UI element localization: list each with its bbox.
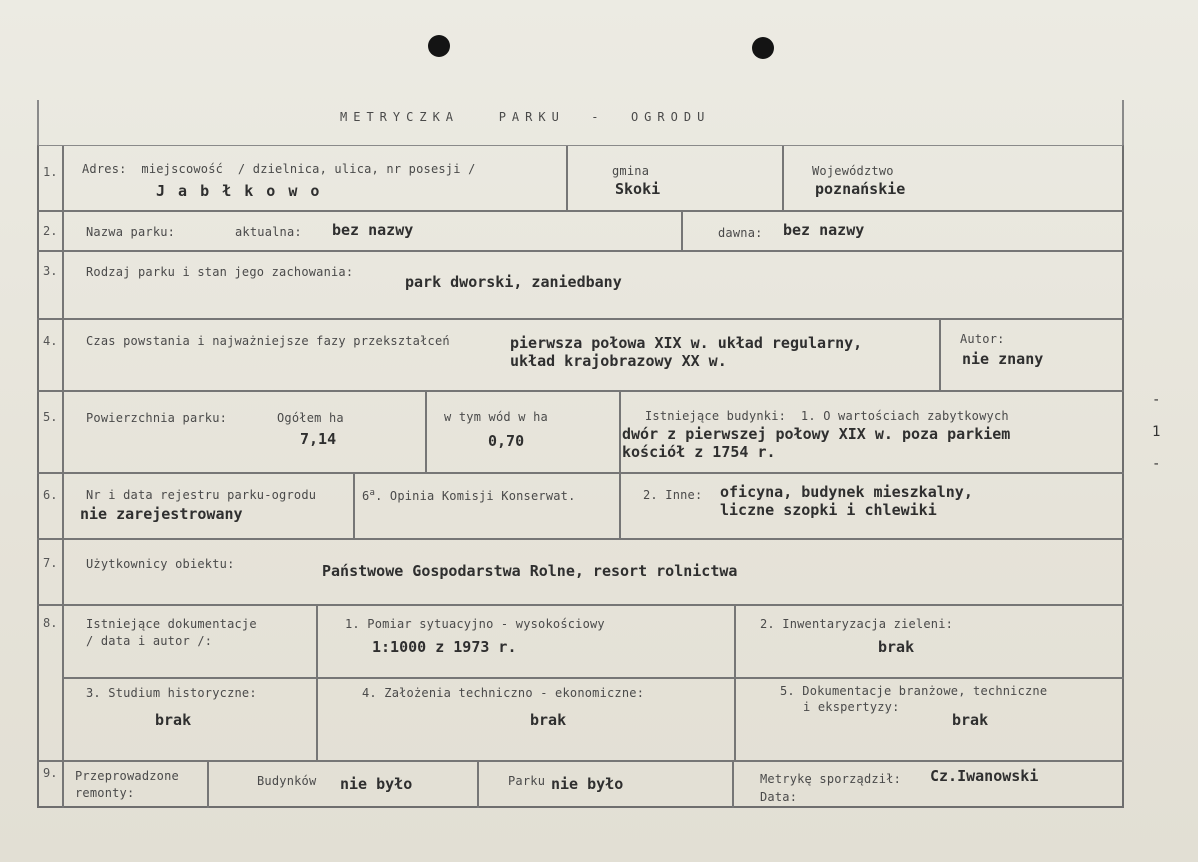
row-number: 8. bbox=[43, 616, 58, 630]
address-label: Adres: miejscowość / dzielnica, ulica, nr posesji / bbox=[82, 162, 476, 176]
park-type-label: Rodzaj parku i stan jego zachowania: bbox=[86, 265, 354, 279]
park-repairs-label: Parku bbox=[508, 774, 546, 788]
punch-hole-left bbox=[428, 35, 450, 57]
row-separator bbox=[37, 210, 1124, 212]
building-repairs-label: Budynków bbox=[257, 774, 317, 788]
total-area-label: Ogółem ha bbox=[277, 411, 344, 425]
frame-right-top bbox=[1122, 100, 1124, 146]
date-label: Data: bbox=[760, 790, 798, 804]
gmina-label: gmina bbox=[612, 164, 650, 178]
row-number: 4. bbox=[43, 334, 58, 348]
greenery-inventory-label: 2. Inwentaryzacja zieleni: bbox=[760, 617, 954, 631]
cell-divider bbox=[353, 472, 355, 538]
page-mark-dash-bottom: - bbox=[1152, 456, 1161, 472]
cell-divider bbox=[477, 760, 479, 808]
row-separator bbox=[37, 760, 1124, 762]
documentation-label: Istniejące dokumentacje bbox=[86, 617, 257, 631]
other-buildings-label: 2. Inne: bbox=[643, 488, 703, 502]
creation-phases-label: Czas powstania i najważniejsze fazy przekształceń bbox=[86, 334, 450, 348]
other-buildings-line1: oficyna, budynek mieszkalny, bbox=[720, 483, 973, 501]
park-type-value: park dworski, zaniedbany bbox=[405, 273, 622, 291]
cell-divider bbox=[939, 318, 941, 390]
row-separator bbox=[37, 538, 1124, 540]
cell-divider bbox=[425, 390, 427, 472]
current-name-label: aktualna: bbox=[235, 225, 302, 239]
greenery-inventory-value: brak bbox=[878, 638, 915, 656]
historical-study-label: 3. Studium historyczne: bbox=[86, 686, 257, 700]
punch-hole-right bbox=[752, 37, 774, 59]
water-area-label: w tym wód w ha bbox=[444, 410, 548, 424]
historical-study-value: brak bbox=[155, 711, 192, 729]
row-number: 9. bbox=[43, 766, 58, 780]
cell-divider bbox=[316, 604, 318, 760]
row-number: 7. bbox=[43, 556, 58, 570]
voivodeship-label: Województwo bbox=[812, 164, 894, 178]
water-area-value: 0,70 bbox=[488, 432, 525, 450]
cell-divider bbox=[207, 760, 209, 808]
buildings-line2: kościół z 1754 r. bbox=[622, 443, 776, 461]
row-number: 1. bbox=[43, 165, 58, 179]
technical-economic-label: 4. Założenia techniczno - ekonomiczne: bbox=[362, 686, 645, 700]
form-title: METRYCZKA PARKU - OGRODU bbox=[340, 110, 711, 124]
cell-divider bbox=[681, 210, 683, 250]
conservator-opinion-label: 6$^a$. Opinia Komisji Konserwat. bbox=[362, 488, 576, 503]
creation-phases-line1: pierwsza połowa XIX w. układ regularny, bbox=[510, 334, 863, 352]
row-separator bbox=[37, 604, 1124, 606]
row-number: 3. bbox=[43, 264, 58, 278]
area-label: Powierzchnia parku: bbox=[86, 411, 228, 425]
register-value: nie zarejestrowany bbox=[80, 505, 243, 523]
branch-documentation-value: brak bbox=[952, 711, 989, 729]
row-separator bbox=[37, 318, 1124, 320]
park-name-label: Nazwa parku: bbox=[86, 225, 176, 239]
users-value: Państwowe Gospodarstwa Rolne, resort rolnictwa bbox=[322, 562, 738, 580]
voivodeship-value: poznańskie bbox=[815, 180, 906, 198]
total-area-value: 7,14 bbox=[300, 430, 337, 448]
park-repairs-value: nie było bbox=[551, 775, 624, 793]
cell-divider bbox=[734, 604, 736, 760]
branch-documentation-label: 5. Dokumentacje branżowe, techniczne bbox=[780, 684, 1048, 698]
number-column-line bbox=[62, 146, 64, 808]
form-table bbox=[37, 145, 1124, 808]
cell-divider bbox=[732, 760, 734, 808]
prepared-by-label: Metrykę sporządził: bbox=[760, 772, 902, 786]
current-name-value: bez nazwy bbox=[332, 221, 414, 239]
creation-phases-line2: układ krajobrazowy XX w. bbox=[510, 352, 727, 370]
technical-economic-value: brak bbox=[530, 711, 567, 729]
survey-value: 1:1000 z 1973 r. bbox=[372, 638, 517, 656]
frame-left-top bbox=[37, 100, 39, 146]
author-label: Autor: bbox=[960, 332, 1005, 346]
row-number: 5. bbox=[43, 410, 58, 424]
gmina-value: Skoki bbox=[615, 180, 661, 198]
author-value: nie znany bbox=[962, 350, 1044, 368]
page-number: 1 bbox=[1152, 424, 1161, 440]
documentation-label-sub: / data i autor /: bbox=[86, 634, 213, 648]
cell-divider bbox=[566, 146, 568, 210]
cell-divider bbox=[619, 390, 621, 538]
buildings-line1: dwór z pierwszej połowy XIX w. poza parkiem bbox=[622, 425, 1011, 443]
repairs-label-sub: remonty: bbox=[75, 786, 135, 800]
prepared-by-value: Cz.Iwanowski bbox=[930, 767, 1039, 785]
former-name-label: dawna: bbox=[718, 226, 763, 240]
row-separator bbox=[37, 390, 1124, 392]
survey-label: 1. Pomiar sytuacyjno - wysokościowy bbox=[345, 617, 605, 631]
buildings-label: Istniejące budynki: 1. O wartościach zabytkowych bbox=[645, 409, 1009, 423]
other-buildings-line2: liczne szopki i chlewiki bbox=[720, 501, 937, 519]
cell-divider bbox=[782, 146, 784, 210]
row-separator bbox=[37, 250, 1124, 252]
row-separator bbox=[37, 472, 1124, 474]
address-value: J a b ł k o w o bbox=[156, 182, 322, 200]
building-repairs-value: nie było bbox=[340, 775, 413, 793]
register-label: Nr i data rejestru parku-ogrodu bbox=[86, 488, 317, 502]
row-separator bbox=[62, 677, 1124, 679]
row-number: 2. bbox=[43, 224, 58, 238]
page-mark-dash-top: - bbox=[1152, 392, 1161, 408]
users-label: Użytkownicy obiektu: bbox=[86, 557, 235, 571]
former-name-value: bez nazwy bbox=[783, 221, 865, 239]
branch-documentation-label-sub: i ekspertyzy: bbox=[803, 700, 900, 714]
repairs-label: Przeprowadzone bbox=[75, 769, 179, 783]
row-number: 6. bbox=[43, 488, 58, 502]
